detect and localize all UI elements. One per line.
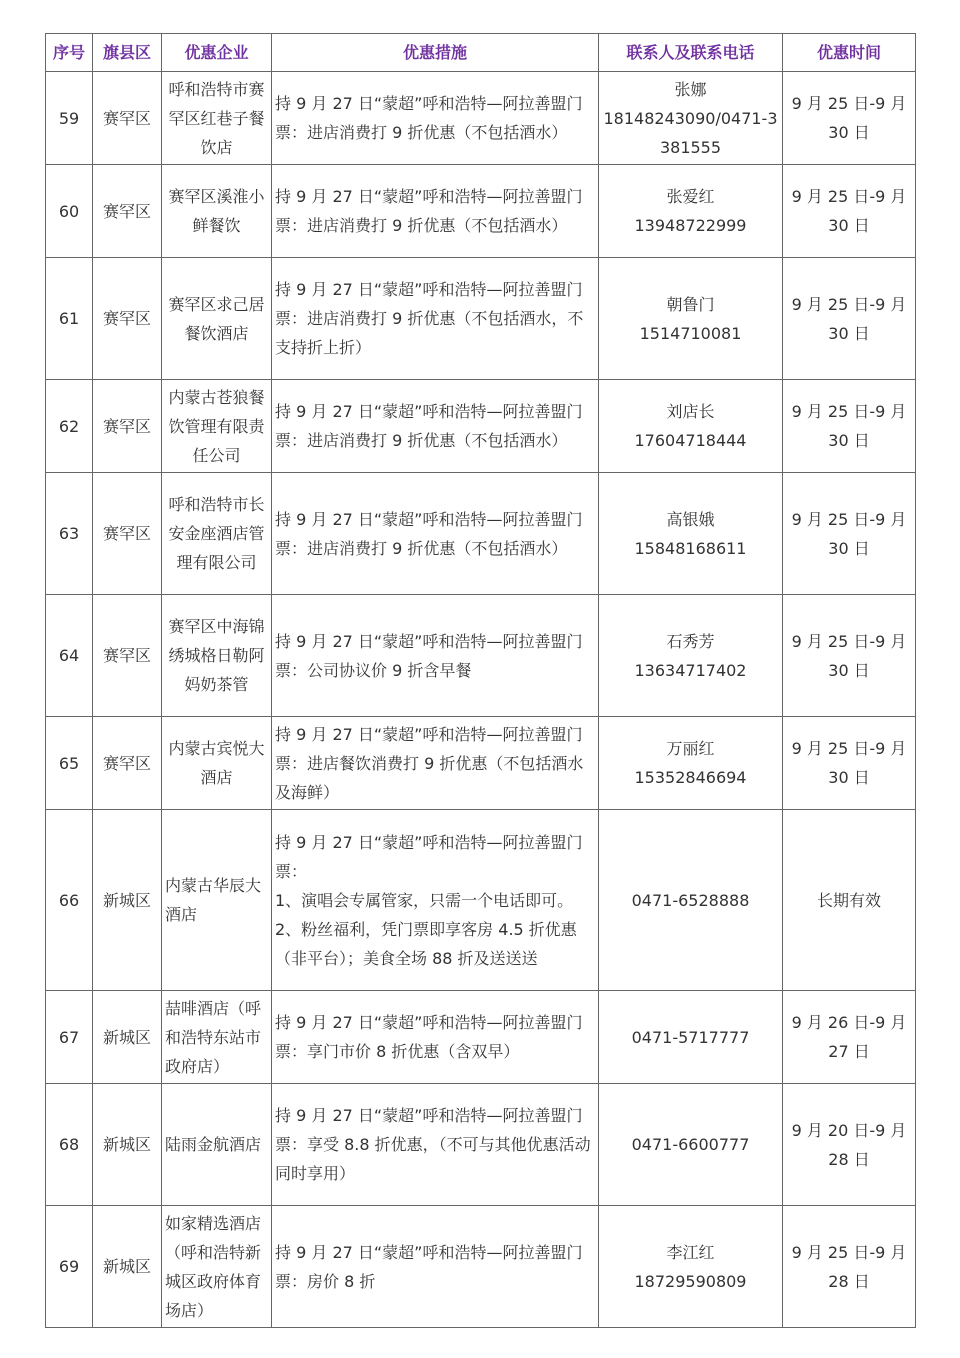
cell-contact: 0471-6528888 <box>631 890 750 910</box>
cell-contact: 高银娥 15848168611 <box>634 509 747 558</box>
cell-district: 赛罕区 <box>93 595 162 717</box>
cell-contact: 张爱红 13948722999 <box>634 187 747 235</box>
cell-time: 9 月 25 日-9 月 30 日 <box>791 294 912 343</box>
cell-contact: 石秀芳 13634717402 <box>634 631 747 680</box>
cell-contact: 0471-5717777 <box>631 1027 750 1047</box>
cell-company: 呼和浩特市赛罕区红巷子餐饮店 <box>168 79 265 157</box>
cell-company: 如家精选酒店（呼和浩特新城区政府体育场店） <box>165 1213 262 1320</box>
offers-table <box>45 33 916 1328</box>
cell-measure: 持 9 月 27 日“蒙超”呼和浩特—阿拉善盟门票：进店餐饮消费打 9 折优惠（不包括酒水及海鲜） <box>275 724 584 802</box>
cell-company: 赛罕区溪淮小鲜餐饮 <box>168 187 265 235</box>
cell-no: 69 <box>46 1206 93 1328</box>
table-row <box>46 380 916 473</box>
cell-district: 新城区 <box>93 1206 162 1328</box>
cell-district: 赛罕区 <box>93 380 162 473</box>
cell-company: 内蒙古苍狼餐饮管理有限责任公司 <box>168 387 265 465</box>
table-row <box>46 810 916 991</box>
cell-no: 63 <box>46 473 93 595</box>
table-row <box>46 991 916 1084</box>
cell-contact: 张娜 18148243090/0471-3381555 <box>603 79 778 157</box>
cell-measure: 持 9 月 27 日“蒙超”呼和浩特—阿拉善盟门票： 1、演唱会专属管家，只需一个电话即可。 2、粉丝福利，凭门票即享客房 4.5 折优惠（非平台）；美食全场 88 折及送送送 <box>275 832 583 968</box>
cell-time: 9 月 25 日-9 月 30 日 <box>791 739 912 787</box>
table-row <box>46 717 916 810</box>
table-row <box>46 1084 916 1206</box>
header-measure: 优惠措施 <box>272 34 599 72</box>
cell-no: 68 <box>46 1084 93 1206</box>
cell-company: 呼和浩特市长安金座酒店管理有限公司 <box>168 495 265 572</box>
cell-contact: 李江红 18729590809 <box>634 1242 747 1291</box>
header-district: 旗县区 <box>93 34 162 72</box>
cell-district: 赛罕区 <box>93 717 162 810</box>
cell-district: 新城区 <box>93 991 162 1084</box>
cell-company: 陆雨金航酒店 <box>165 1135 262 1154</box>
table-row <box>46 72 916 165</box>
cell-district: 新城区 <box>93 1084 162 1206</box>
cell-measure: 持 9 月 27 日“蒙超”呼和浩特—阿拉善盟门票：进店消费打 9 折优惠（不包括酒水） <box>275 509 583 558</box>
header-row <box>46 34 916 72</box>
cell-company: 内蒙古宾悦大酒店 <box>168 739 265 787</box>
cell-no: 59 <box>46 72 93 165</box>
cell-measure: 持 9 月 27 日“蒙超”呼和浩特—阿拉善盟门票：享门市价 8 折优惠（含双早） <box>275 1013 583 1061</box>
cell-contact: 0471-6600777 <box>631 1135 750 1154</box>
table-body <box>46 72 916 1328</box>
table-header <box>46 34 916 72</box>
header-contact: 联系人及联系电话 <box>599 34 783 72</box>
cell-time: 9 月 25 日-9 月 28 日 <box>791 1242 912 1291</box>
cell-time: 9 月 20 日-9 月 28 日 <box>791 1120 912 1169</box>
cell-no: 61 <box>46 258 93 380</box>
cell-contact: 刘店长 17604718444 <box>634 402 747 450</box>
cell-no: 60 <box>46 165 93 258</box>
cell-no: 62 <box>46 380 93 473</box>
cell-company: 内蒙古华辰大酒店 <box>165 876 262 924</box>
cell-time: 9 月 25 日-9 月 30 日 <box>791 402 912 450</box>
cell-no: 65 <box>46 717 93 810</box>
cell-time: 9 月 25 日-9 月 30 日 <box>791 187 912 235</box>
table-row <box>46 258 916 380</box>
cell-measure: 持 9 月 27 日“蒙超”呼和浩特—阿拉善盟门票：公司协议价 9 折含早餐 <box>275 631 583 680</box>
cell-no: 66 <box>46 810 93 991</box>
cell-contact: 朝鲁门 1514710081 <box>639 294 742 343</box>
cell-measure: 持 9 月 27 日“蒙超”呼和浩特—阿拉善盟门票：进店消费打 9 折优惠（不包括酒水） <box>275 94 583 142</box>
header-company: 优惠企业 <box>162 34 272 72</box>
cell-time: 9 月 25 日-9 月 30 日 <box>791 631 912 680</box>
cell-district: 赛罕区 <box>93 165 162 258</box>
cell-time: 9 月 25 日-9 月 30 日 <box>791 509 912 558</box>
cell-time: 9 月 25 日-9 月 30 日 <box>791 94 912 142</box>
cell-time: 长期有效 <box>816 890 881 910</box>
cell-no: 67 <box>46 991 93 1084</box>
cell-measure: 持 9 月 27 日“蒙超”呼和浩特—阿拉善盟门票：享受 8.8 折优惠，（不可与其他优惠活动同时享用） <box>275 1106 591 1183</box>
cell-district: 赛罕区 <box>93 258 162 380</box>
cell-no: 64 <box>46 595 93 717</box>
header-time: 优惠时间 <box>783 34 916 72</box>
table-row <box>46 595 916 717</box>
cell-company: 赛罕区中海锦绣城格日勒阿妈奶茶管 <box>168 617 265 694</box>
cell-district: 新城区 <box>93 810 162 991</box>
cell-contact: 万丽红 15352846694 <box>634 739 747 787</box>
cell-company: 赛罕区求己居餐饮酒店 <box>168 294 265 343</box>
table-row <box>46 165 916 258</box>
header-no: 序号 <box>46 34 93 72</box>
cell-measure: 持 9 月 27 日“蒙超”呼和浩特—阿拉善盟门票：进店消费打 9 折优惠（不包括酒水，不支持折上折） <box>275 280 584 357</box>
cell-district: 赛罕区 <box>93 473 162 595</box>
cell-time: 9 月 26 日-9 月 27 日 <box>791 1013 912 1061</box>
cell-company: 喆啡酒店（呼和浩特东站市政府店） <box>165 998 262 1076</box>
cell-measure: 持 9 月 27 日“蒙超”呼和浩特—阿拉善盟门票：进店消费打 9 折优惠（不包括酒水） <box>275 187 583 235</box>
table-row <box>46 473 916 595</box>
cell-measure: 持 9 月 27 日“蒙超”呼和浩特—阿拉善盟门票：房价 8 折 <box>275 1242 583 1291</box>
table-row <box>46 1206 916 1328</box>
cell-district: 赛罕区 <box>93 72 162 165</box>
cell-measure: 持 9 月 27 日“蒙超”呼和浩特—阿拉善盟门票：进店消费打 9 折优惠（不包括酒水） <box>275 402 583 450</box>
